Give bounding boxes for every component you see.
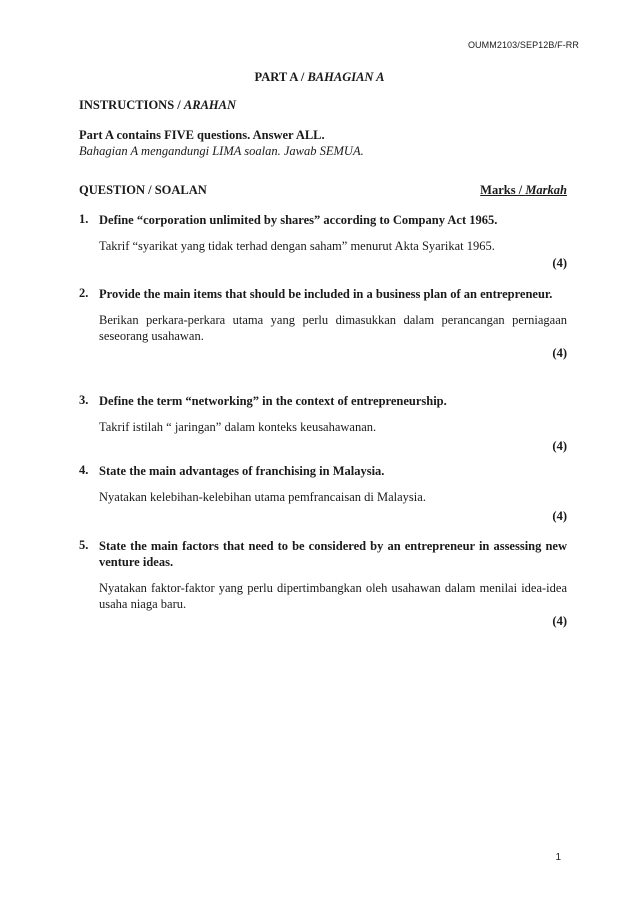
- question-text-en: Define “corporation unlimited by shares” according to Company Act 1965.: [99, 213, 498, 227]
- question-marks: (4): [552, 509, 567, 523]
- marks-header-ms: Markah: [525, 183, 567, 197]
- question-3: [79, 393, 567, 454]
- question-marks: (4): [552, 346, 567, 360]
- question-text-ms: Berikan perkara-perkara utama yang perlu dimasukkan dalam perancangan perniagaan seseorang usahawan.: [99, 313, 567, 343]
- document-code: OUMM2103/SEP12B/F-RR: [467, 40, 579, 50]
- instructions-text-en: Part A contains FIVE questions. Answer ALL.: [79, 128, 325, 142]
- question-number: 4.: [79, 463, 89, 477]
- part-title: [0, 70, 639, 85]
- marks-header-en: Marks /: [480, 183, 526, 197]
- question-5: [79, 538, 567, 629]
- marks-column-header: [480, 183, 567, 198]
- question-1: [79, 212, 567, 271]
- question-number: 5.: [79, 538, 89, 552]
- instructions-heading-ms: ARAHAN: [183, 98, 236, 112]
- question-text-ms: Nyatakan kelebihan-kelebihan utama pemfrancaisan di Malaysia.: [99, 490, 426, 504]
- question-text-en: Provide the main items that should be included in a business plan of an entrepreneur.: [99, 287, 553, 301]
- page-number: 1: [555, 852, 561, 863]
- question-text-ms: Nyatakan faktor-faktor yang perlu dipertimbangkan oleh usahawan dalam menilai idea-idea usaha niaga baru.: [99, 581, 567, 611]
- question-text-ms: Takrif “syarikat yang tidak terhad dengan saham” menurut Akta Syarikat 1965.: [99, 239, 495, 253]
- question-number: 1.: [79, 212, 89, 226]
- question-text-en: Define the term “networking” in the context of entrepreneurship.: [99, 394, 447, 408]
- instructions-heading-en: INSTRUCTIONS /: [79, 98, 184, 112]
- part-title-en: PART A /: [254, 70, 308, 84]
- question-2: [79, 286, 567, 361]
- question-marks: (4): [552, 439, 567, 453]
- question-number: 3.: [79, 393, 89, 407]
- question-text-en: State the main factors that need to be considered by an entrepreneur in assessing new venture ideas.: [99, 539, 567, 569]
- question-text-ms: Takrif istilah “ jaringan” dalam konteks keusahawanan.: [99, 420, 377, 434]
- instructions-text-ms: Bahagian A mengandungi LIMA soalan. Jawab SEMUA.: [79, 144, 364, 158]
- instructions-heading: [79, 98, 236, 113]
- question-4: [79, 463, 567, 524]
- question-number: 2.: [79, 286, 89, 300]
- question-marks: (4): [552, 256, 567, 270]
- question-text-en: State the main advantages of franchising in Malaysia.: [99, 464, 385, 478]
- part-title-ms: BAHAGIAN A: [307, 70, 385, 84]
- question-column-header: QUESTION / SOALAN: [79, 183, 207, 197]
- question-marks: (4): [552, 614, 567, 628]
